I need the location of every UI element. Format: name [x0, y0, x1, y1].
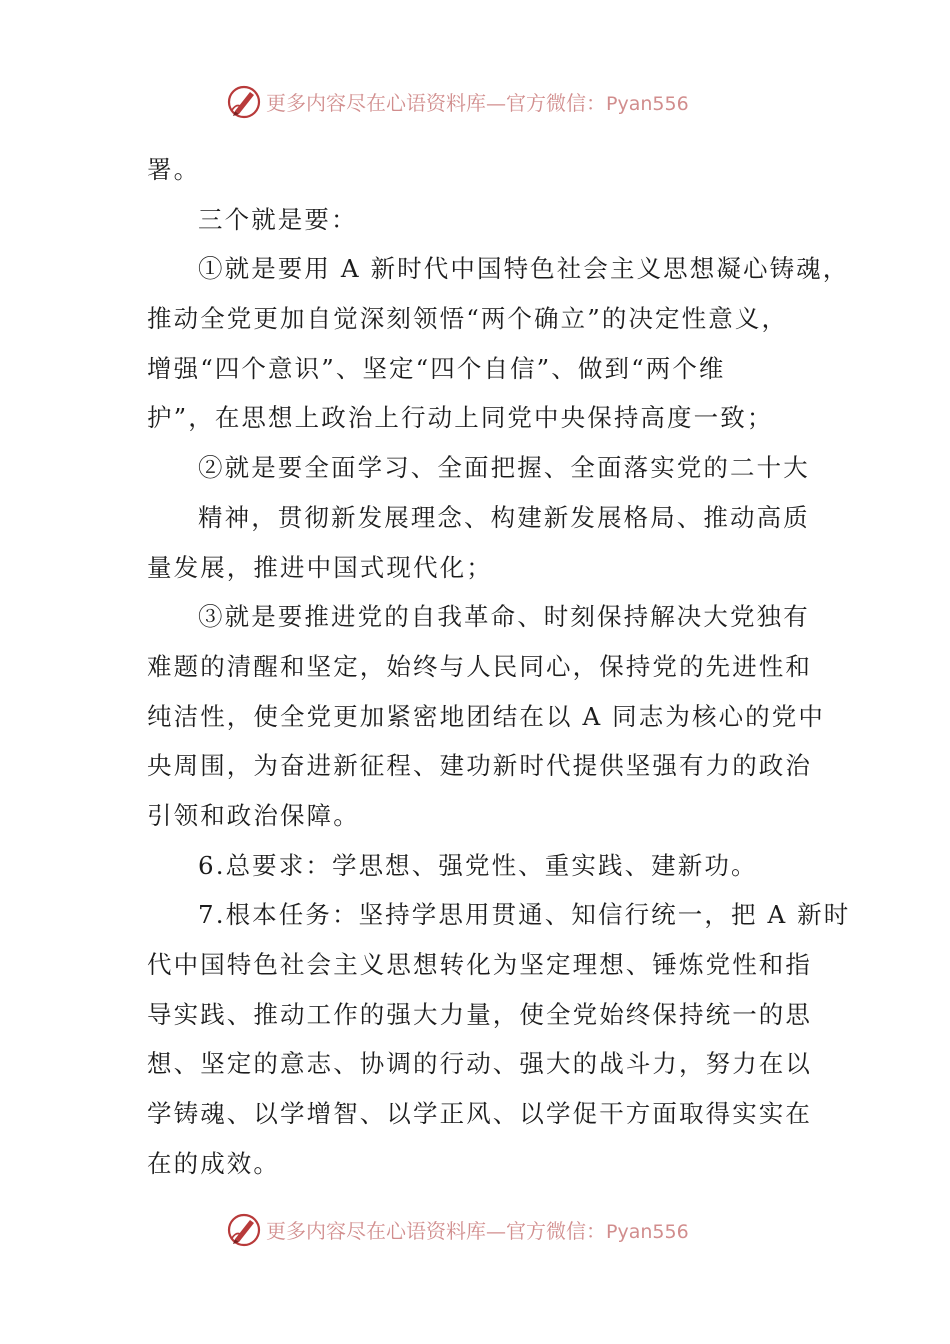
text-line: 引领和政治保障。	[147, 800, 360, 830]
paragraph	[147, 841, 807, 891]
paragraph	[147, 890, 851, 1188]
footer-banner-text: 更多内容尽在心语资料库—官方微信：	[266, 1219, 606, 1243]
header-wechat-id: Pyan556	[606, 93, 689, 115]
header-banner-text: 更多内容尽在心语资料库—官方微信：	[266, 91, 606, 115]
text-line: 署。	[147, 155, 201, 184]
text-line: 6.总要求：学思想、强党性、重实践、建新功。	[198, 850, 758, 880]
pen-logo-icon	[226, 84, 262, 120]
text-line: ②就是要全面学习、全面把握、全面落实党的二十大	[198, 453, 810, 483]
text-line: 学铸魂、以学增智、以学正风、以学促干方面取得实实在	[147, 1099, 812, 1129]
text-line: 代中国特色社会主义思想转化为坚定理想、锤炼党性和指	[147, 950, 812, 979]
text-line: 精神，贯彻新发展理念、构建新发展格局、推动高质	[198, 502, 810, 532]
body-text	[147, 145, 851, 1188]
paragraph	[147, 145, 807, 195]
text-line: 难题的清醒和坚定，始终与人民同心，保持党的先进性和	[147, 651, 812, 681]
text-line: 护”，在思想上政治上行动上同党中央保持高度一致；	[147, 403, 774, 433]
paragraph	[147, 592, 825, 840]
text-line: 7.根本任务：坚持学思用贯通、知信行统一，把 A 新时	[198, 900, 851, 930]
text-line: 增强“四个意识”、坚定“四个自信”、做到“两个维	[147, 353, 726, 383]
text-line: 推动全党更加自觉深刻领悟“两个确立”的决定性意义，	[147, 304, 789, 334]
text-line: 导实践、推动工作的强大力量，使全党始终保持统一的思	[147, 999, 812, 1029]
footer-wechat-id: Pyan556	[606, 1221, 689, 1243]
paragraph	[147, 244, 850, 443]
text-line: 量发展，推进中国式现代化；	[147, 552, 493, 582]
paragraph	[147, 443, 810, 592]
header-banner	[0, 82, 950, 126]
text-line: 三个就是要：	[198, 204, 358, 234]
text-line: 央周围，为奋进新征程、建功新时代提供坚强有力的政治	[147, 751, 812, 781]
text-line: 想、坚定的意志、协调的行动、强大的战斗力，努力在以	[147, 1049, 812, 1079]
text-line: ③就是要推进党的自我革命、时刻保持解决大党独有	[198, 602, 810, 632]
paragraph	[147, 195, 807, 245]
text-line: 纯洁性，使全党更加紧密地团结在以 A 同志为核心的党中	[147, 701, 825, 731]
footer-banner	[0, 1210, 950, 1254]
pen-logo-icon	[226, 1212, 262, 1248]
text-line: ①就是要用 A 新时代中国特色社会主义思想凝心铸魂，	[198, 254, 850, 284]
text-line: 在的成效。	[147, 1148, 280, 1178]
